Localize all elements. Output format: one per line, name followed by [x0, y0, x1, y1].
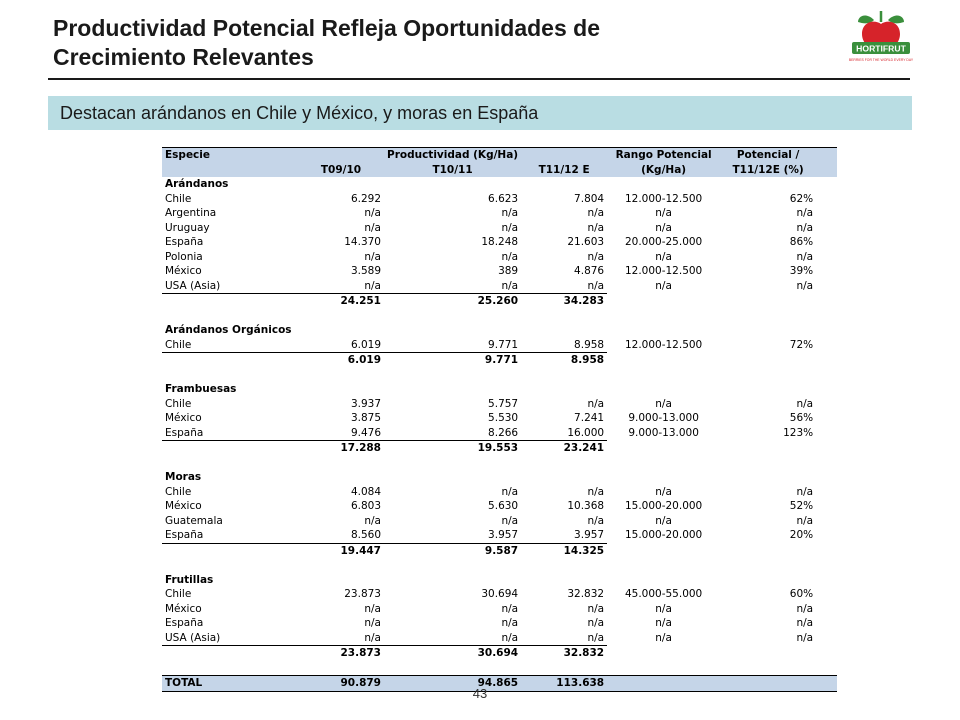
country-cell: México	[165, 500, 202, 512]
rango-cell: n/a	[655, 617, 672, 629]
header-t0910: T09/10	[298, 163, 384, 178]
potencial-cell: 123%	[783, 426, 814, 439]
spacer-row	[162, 661, 837, 676]
rango-cell: n/a	[655, 279, 672, 292]
table-row	[162, 426, 837, 441]
subtotal-value: 25.260	[477, 295, 519, 307]
rango-cell: 45.000-55.000	[624, 588, 703, 600]
group-title-row	[162, 470, 837, 485]
table-row	[162, 528, 837, 543]
header-t1112: T11/12 E	[521, 163, 607, 178]
country-cell: Chile	[165, 588, 192, 600]
t1112-cell: 3.957	[521, 528, 607, 543]
rango-cell: 9.000-13.000	[628, 426, 699, 439]
t1011-cell: n/a	[501, 250, 519, 263]
potencial-cell: 62%	[789, 192, 814, 205]
t1112-cell: 32.832	[567, 588, 605, 600]
page-number: 43	[472, 686, 488, 701]
group-title: Moras	[165, 471, 202, 483]
table-row	[162, 279, 837, 294]
subtotal-row	[162, 646, 837, 661]
header-potencial-line2: T11/12E (%)	[720, 163, 837, 178]
group-title: Frambuesas	[165, 383, 237, 395]
table-row	[162, 485, 837, 500]
t0910-cell: 6.019	[298, 338, 384, 353]
header-t1011: T10/11	[384, 163, 521, 178]
table-header-row-2	[162, 163, 837, 178]
rango-cell: n/a	[655, 207, 672, 219]
t1011-cell: 5.757	[488, 397, 519, 410]
subtotal-row	[162, 294, 837, 309]
country-cell: España	[162, 528, 298, 543]
t1011-cell: n/a	[384, 631, 521, 646]
rango-cell: 20.000-25.000	[624, 236, 703, 248]
productivity-table-body	[162, 148, 837, 692]
subtotal-value: 34.283	[563, 295, 605, 307]
t0910-cell: 8.560	[298, 528, 384, 543]
subtotal-value: 32.832	[563, 647, 605, 659]
potencial-cell: 20%	[789, 529, 814, 542]
grand-total-value: 94.865	[384, 676, 521, 692]
t0910-cell: n/a	[364, 514, 381, 527]
productivity-table	[162, 147, 837, 692]
potencial-cell: n/a	[796, 485, 814, 498]
rango-cell: 12.000-12.500	[624, 192, 703, 205]
country-cell: Guatemala	[165, 514, 223, 527]
grand-total-value: 90.879	[298, 676, 384, 692]
country-cell: México	[165, 412, 202, 424]
table-row	[162, 411, 837, 426]
t1011-cell: n/a	[501, 514, 519, 527]
t1112-cell: n/a	[587, 514, 605, 527]
rango-cell: n/a	[655, 397, 672, 410]
potencial-cell: n/a	[796, 221, 814, 234]
t1112-cell: 7.241	[574, 412, 605, 424]
rango-cell: n/a	[655, 602, 672, 615]
subtitle-text: Destacan arándanos en Chile y México, y moras en España	[60, 103, 539, 123]
subtotal-value: 9.587	[484, 544, 519, 557]
spacer-row	[162, 456, 837, 471]
spacer-row	[162, 368, 837, 383]
t1011-cell: n/a	[501, 617, 519, 629]
header-rango-line2: (Kg/Ha)	[607, 163, 720, 178]
subtitle-band	[48, 96, 912, 130]
potencial-cell: 52%	[789, 500, 814, 512]
subtotal-value: 9.771	[484, 354, 519, 366]
title-divider	[48, 78, 910, 80]
t0910-cell: 3.875	[350, 412, 381, 424]
subtotal-value: 24.251	[340, 295, 381, 307]
country-cell: Argentina	[165, 207, 217, 219]
potencial-cell: n/a	[796, 207, 814, 219]
rango-cell: 12.000-12.500	[624, 265, 703, 277]
rango-cell: n/a	[655, 221, 672, 234]
t1112-cell: 7.804	[574, 192, 605, 205]
t1011-cell: 18.248	[481, 236, 519, 248]
country-cell: España	[162, 426, 298, 441]
header-rango-line1: Rango Potencial	[607, 148, 720, 163]
t0910-cell: n/a	[364, 250, 381, 263]
t1112-cell: 8.958	[521, 338, 607, 353]
t1112-cell: 10.368	[567, 500, 605, 512]
group-title: Frutillas	[165, 573, 214, 586]
table-row	[162, 616, 837, 631]
table-row	[162, 338, 837, 353]
subtotal-value: 30.694	[477, 647, 519, 659]
rango-cell: n/a	[655, 514, 672, 527]
logo-text: HORTIFRUT	[856, 43, 906, 54]
t0910-cell: 23.873	[344, 588, 381, 600]
potencial-cell: 56%	[789, 412, 814, 424]
t1011-cell: n/a	[501, 602, 519, 615]
page-title	[53, 14, 773, 72]
table-header-row-1	[162, 148, 837, 163]
t0910-cell: 14.370	[344, 236, 381, 248]
t1112-cell: n/a	[587, 485, 605, 498]
group-title-row	[162, 382, 837, 397]
t1011-cell: 9.771	[384, 338, 521, 353]
rango-cell: 15.000-20.000	[624, 500, 703, 512]
country-cell: Chile	[165, 397, 192, 410]
group-title-row	[162, 323, 837, 338]
t0910-cell: n/a	[364, 207, 381, 219]
t1112-cell: n/a	[587, 397, 605, 410]
rango-cell: 9.000-13.000	[628, 412, 699, 424]
group-title-row	[162, 177, 837, 192]
t1112-cell: 21.603	[567, 236, 605, 248]
table-row	[162, 206, 837, 221]
table-row	[162, 514, 837, 529]
t1011-cell: 30.694	[481, 588, 519, 600]
t1112-cell: n/a	[587, 602, 605, 615]
country-cell: Uruguay	[165, 221, 210, 234]
subtotal-value: 8.958	[570, 354, 605, 366]
t0910-cell: n/a	[364, 602, 381, 615]
subtotal-value: 17.288	[340, 442, 381, 454]
grand-total-value: 113.638	[521, 676, 607, 692]
table-row	[162, 631, 837, 646]
t0910-cell: 6.292	[350, 192, 381, 205]
subtotal-row	[162, 543, 837, 558]
title-line-1: Productividad Potencial Refleja Oportunidades de	[53, 15, 600, 41]
t1011-cell: n/a	[501, 207, 519, 219]
group-title: Arándanos	[165, 178, 229, 190]
subtotal-row	[162, 441, 837, 456]
rango-cell: 15.000-20.000	[624, 529, 703, 542]
subtotal-value: 6.019	[347, 354, 381, 366]
potencial-cell: 86%	[789, 236, 814, 248]
table-row	[162, 587, 837, 602]
potencial-cell: n/a	[796, 397, 814, 410]
potencial-cell: n/a	[796, 602, 814, 615]
rango-cell: n/a	[655, 485, 672, 498]
t1112-cell: n/a	[521, 279, 607, 294]
country-cell: Chile	[165, 485, 192, 498]
table-row	[162, 397, 837, 412]
t0910-cell: 3.589	[350, 265, 381, 277]
t1112-cell: n/a	[587, 250, 605, 263]
table-row	[162, 264, 837, 279]
logo-tagline: BERRIES FOR THE WORLD EVERY DAY	[848, 58, 914, 62]
t0910-cell: 9.476	[298, 426, 384, 441]
table-row	[162, 602, 837, 617]
hortifrut-logo	[848, 8, 914, 70]
header-potencial-line1: Potencial /	[720, 148, 837, 163]
potencial-cell: n/a	[796, 279, 814, 292]
group-title: Arándanos Orgánicos	[165, 324, 292, 336]
rango-cell: n/a	[655, 631, 672, 644]
t0910-cell: 3.937	[350, 397, 381, 410]
t0910-cell: n/a	[298, 631, 384, 646]
t1011-cell: n/a	[501, 221, 519, 234]
potencial-cell: n/a	[796, 250, 814, 263]
t1011-cell: 5.530	[488, 412, 519, 424]
country-cell: Chile	[165, 192, 192, 205]
t1112-cell: n/a	[587, 207, 605, 219]
t0910-cell: 6.803	[350, 500, 381, 512]
rango-cell: 12.000-12.500	[624, 338, 703, 351]
t0910-cell: n/a	[298, 279, 384, 294]
potencial-cell: n/a	[796, 631, 814, 644]
table-row	[162, 221, 837, 236]
country-cell: USA (Asia)	[162, 279, 298, 294]
country-cell: Chile	[162, 338, 298, 353]
t1011-cell: 3.957	[384, 528, 521, 543]
potencial-cell: 60%	[789, 588, 814, 600]
t0910-cell: n/a	[364, 221, 381, 234]
country-cell: España	[165, 236, 204, 248]
country-cell: México	[165, 602, 202, 615]
subtotal-value: 14.325	[563, 544, 605, 557]
country-cell: México	[165, 265, 202, 277]
potencial-cell: 39%	[789, 265, 814, 277]
potencial-cell: n/a	[796, 514, 814, 527]
t1011-cell: 8.266	[384, 426, 521, 441]
subtotal-value: 23.241	[563, 442, 605, 454]
t0910-cell: n/a	[364, 617, 381, 629]
subtotal-value: 19.447	[340, 544, 381, 557]
t1011-cell: 5.630	[488, 500, 519, 512]
country-cell: Polonia	[165, 250, 203, 263]
header-productividad: Productividad (Kg/Ha)	[384, 148, 521, 163]
grand-total-label: TOTAL	[162, 676, 298, 692]
t1112-cell: n/a	[587, 617, 605, 629]
t0910-cell: 4.084	[350, 485, 381, 498]
table-row	[162, 250, 837, 265]
t1011-cell: 389	[498, 265, 519, 277]
t1011-cell: 6.623	[488, 192, 519, 205]
t1011-cell: n/a	[501, 485, 519, 498]
group-title-row	[162, 573, 837, 588]
t1112-cell: 4.876	[574, 265, 605, 277]
potencial-cell: n/a	[796, 617, 814, 629]
subtotal-value: 23.873	[340, 647, 381, 659]
subtotal-value: 19.553	[477, 442, 519, 454]
country-cell: USA (Asia)	[162, 631, 298, 646]
subtotal-row	[162, 353, 837, 368]
title-line-2: Crecimiento Relevantes	[53, 44, 314, 70]
t1112-cell: n/a	[587, 221, 605, 234]
table-row	[162, 235, 837, 250]
table-row	[162, 192, 837, 207]
header-especie: Especie	[162, 148, 298, 163]
rango-cell: n/a	[655, 250, 672, 263]
potencial-cell: 72%	[789, 338, 814, 351]
spacer-row	[162, 558, 837, 573]
t1011-cell: n/a	[384, 279, 521, 294]
country-cell: España	[165, 617, 204, 629]
t1112-cell: 16.000	[521, 426, 607, 441]
t1112-cell: n/a	[521, 631, 607, 646]
spacer-row	[162, 309, 837, 324]
table-row	[162, 499, 837, 514]
